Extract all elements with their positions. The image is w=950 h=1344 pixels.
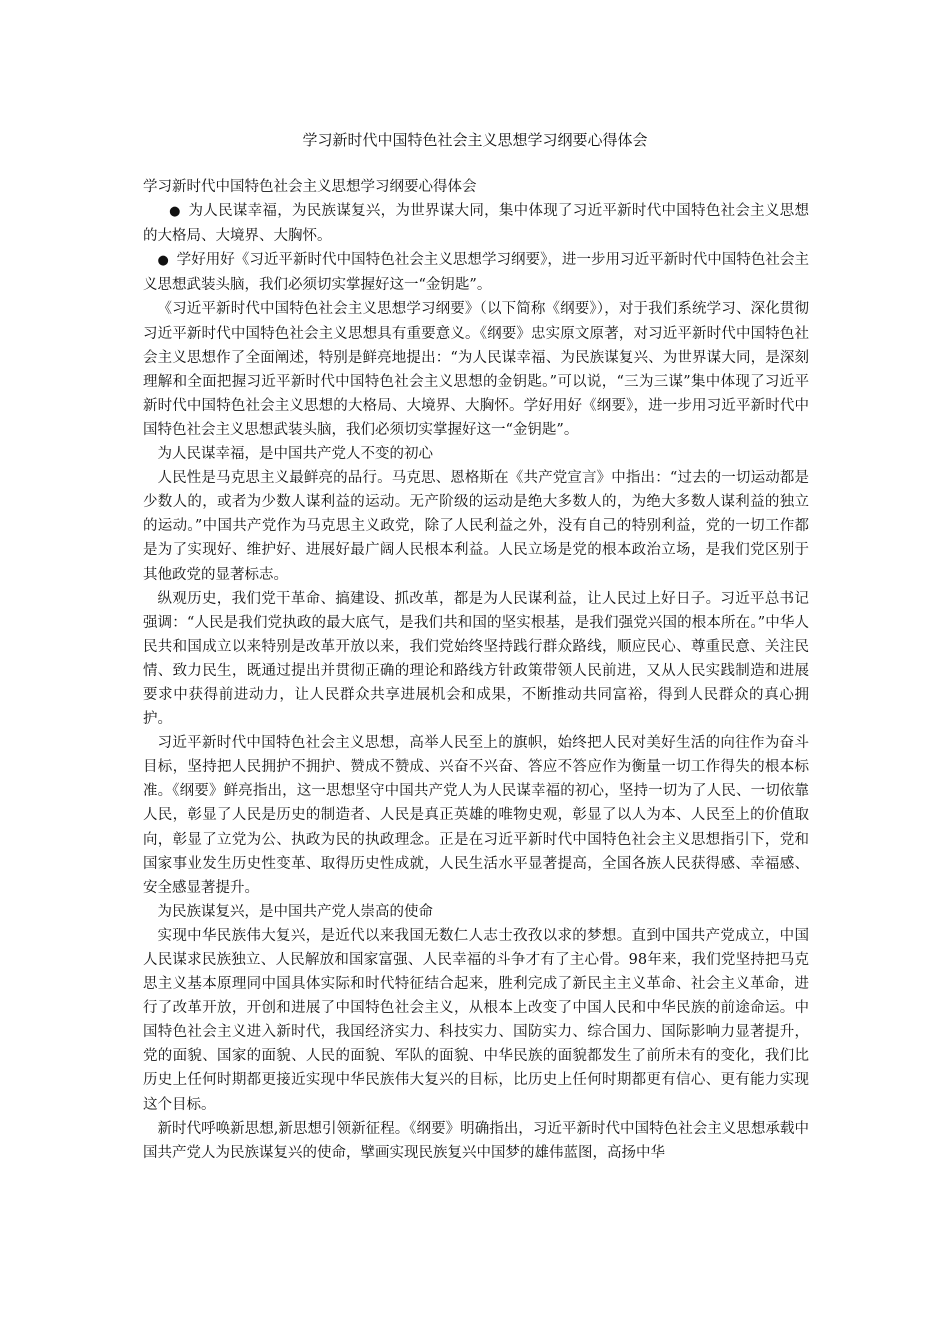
section-heading-2: 为民族谋复兴，是中国共产党人崇高的使命 — [157, 903, 433, 920]
bullet-item-2 — [143, 248, 809, 297]
paragraph-3: 习近平新时代中国特色社会主义思想，高举人民至上的旗帜，始终把人民对美好生活的向往作为奋斗目标，坚持把人民拥护不拥护、赞成不赞成、兴奋不兴奋、答应不答应作为衡量一切工作得失的根本标准。《纲要》鲜亮指出，这一思想坚守中国共产党人为人民谋幸福的初心，坚持一切为了人民、一切依靠人民，彰显了人民是历史的制造者、人民是真正英雄的唯物史观，彰显了以人为本、人民至上的价值取向，彰显了立党为公、执政为民的执政理念。正是在习近平新时代中国特色社会主义思想指引下，党和国家事业发生历史性变革、取得历史性成就，人民生活水平显著提高，全国各族人民获得感、幸福感、安全感显著提升。 — [143, 735, 809, 896]
document-body — [143, 175, 809, 1165]
document-subtitle: 学习新时代中国特色社会主义思想学习纲要心得体会 — [143, 179, 477, 195]
paragraph-intro: 《习近平新时代中国特色社会主义思想学习纲要》（以下简称《纲要》），对于我们系统学习、深化贯彻习近平新时代中国特色社会主义思想具有重要意义。《纲要》忠实原文原著，对习近平新时代中国特色社会主义思想作了全面阐述，特别是鲜亮地提出：“为人民谋幸福、为民族谋复兴、为世界谋大同，是深刻理解和全面把握习近平新时代中国特色社会主义思想的金钥匙。”可以说，“三为三谋”集中体现了习近平新时代中国特色社会主义思想的大格局、大境界、大胸怀。学好用好《纲要》，进一步用习近平新时代中国特色社会主义思想武装头脑，我们必须切实掌握好这一“金钥匙”。 — [143, 301, 809, 438]
section-heading-1: 为人民谋幸福，是中国共产党人不变的初心 — [157, 446, 433, 463]
bullet-text-1: 为人民谋幸福，为民族谋复兴，为世界谋大同，集中体现了习近平新时代中国特色社会主义思想的大格局、大境界、大胸怀。 — [143, 203, 809, 245]
paragraph-1: 人民性是马克思主义最鲜亮的品行。马克思、恩格斯在《共产党宣言》中指出：“过去的一切运动都是少数人的，或者为少数人谋利益的运动。无产阶级的运动是绝大多数人的，为绝大多数人谋利益的独立的运动。”中国共产党作为马克思主义政党，除了人民利益之外，没有自己的特别利益，党的一切工作都是为了实现好、维护好、进展好最广阔人民根本利益。人民立场是党的根本政治立场，是我们党区别于其他政党的显著标志。 — [143, 470, 809, 583]
document-title: 学习新时代中国特色社会主义思想学习纲要心得体会 — [302, 131, 648, 149]
paragraph-4: 实现中华民族伟大复兴，是近代以来我国无数仁人志士孜孜以求的梦想。直到中国共产党成立，中国人民谋求民族独立、人民解放和国家富强、人民幸福的斗争才有了主心骨。98年来，我们党坚持把马克思主义基本原理同中国具体实际和时代特征结合起来，胜利完成了新民主主义革命、社会主义革命，进行了改革开放，开创和进展了中国特色社会主义，从根本上改变了中国人民和中华民族的前途命运。中国特色社会主义进入新时代，我国经济实力、科技实力、国防实力、综合国力、国际影响力显著提升，党的面貌、国家的面貌、人民的面貌、军队的面貌、中华民族的面貌都发生了前所未有的变化，我们比历史上任何时期都更接近实现中华民族伟大复兴的目标，比历史上任何时期都更有信心、更有能力实现这个目标。 — [143, 927, 809, 1113]
bullet-text-2: 学好用好《习近平新时代中国特色社会主义思想学习纲要》，进一步用习近平新时代中国特色社会主义思想武装头脑，我们必须切实掌握好这一“金钥匙”。 — [143, 252, 809, 294]
bullet-item-1 — [143, 199, 809, 248]
paragraph-2: 纵观历史，我们党干革命、搞建设、抓改革，都是为人民谋利益，让人民过上好日子。习近平总书记强调：“人民是我们党执政的最大底气，是我们共和国的坚实根基，是我们强党兴国的根本所在。”中华人民共和国成立以来特别是改革开放以来，我们党始终坚持践行群众路线，顺应民心、尊重民意、关注民情、致力民生，既通过提出并贯彻正确的理论和路线方针政策带领人民前进，又从人民实践制造和进展要求中获得前进动力，让人民群众共享进展机会和成果，不断推动共同富裕，得到人民群众的真心拥护。 — [143, 590, 809, 728]
paragraph-5: 新时代呼唤新思想,新思想引领新征程。《纲要》明确指出，习近平新时代中国特色社会主义思想承载中国共产党人为民族谋复兴的使命，擘画实现民族复兴中国梦的雄伟蓝图，高扬中华 — [143, 1120, 809, 1161]
bullet-dot-icon: ● — [169, 204, 181, 220]
bullet-dot-icon: ● — [157, 253, 169, 269]
